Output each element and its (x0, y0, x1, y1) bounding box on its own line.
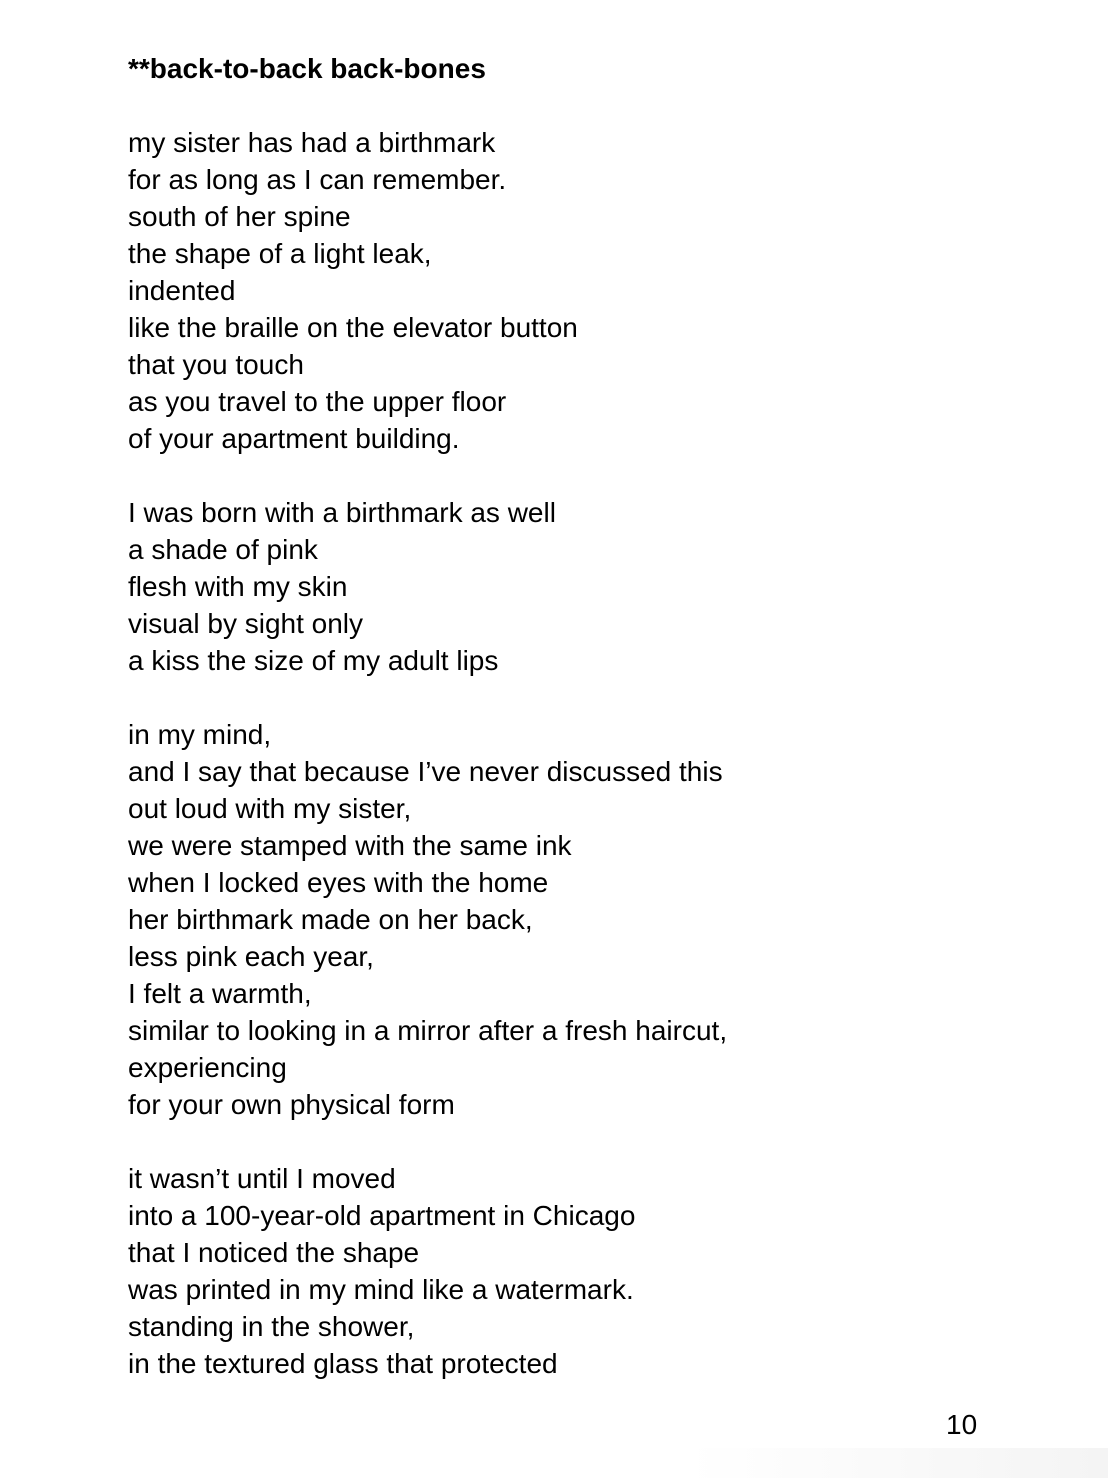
poem (128, 50, 1028, 1382)
poem-line: into a 100-year-old apartment in Chicago (128, 1200, 636, 1231)
poem-line: indented (128, 275, 236, 306)
page-edge-shadow (688, 1448, 1108, 1478)
poem-line: out loud with my sister, (128, 793, 412, 824)
poem-line: in my mind, (128, 719, 272, 750)
poem-line: my sister has had a birthmark (128, 127, 496, 158)
poem-line: the shape of a light leak, (128, 238, 432, 269)
poem-line: a shade of pink (128, 534, 318, 565)
poem-line: I felt a warmth, (128, 978, 312, 1009)
poem-line: it wasn’t until I moved (128, 1163, 396, 1194)
poem-line: experiencing (128, 1052, 287, 1083)
stanza-2 (128, 494, 1028, 679)
stanza-3 (128, 716, 1028, 1123)
poem-line: that I noticed the shape (128, 1237, 420, 1268)
stanza-gap (128, 457, 1028, 494)
page-number: 10 (946, 1409, 978, 1440)
poem-line: visual by sight only (128, 608, 364, 639)
poem-line: for your own physical form (128, 1089, 455, 1120)
poem-line: standing in the shower, (128, 1311, 415, 1342)
poem-line: for as long as I can remember. (128, 164, 507, 195)
stanza-gap (128, 1123, 1028, 1160)
poem-line: as you travel to the upper floor (128, 386, 507, 417)
poem-line: I was born with a birthmark as well (128, 497, 556, 528)
poem-line: in the textured glass that protected (128, 1348, 558, 1379)
poem-line: when I locked eyes with the home (128, 867, 549, 898)
poem-line: her birthmark made on her back, (128, 904, 533, 935)
stanza-gap (128, 679, 1028, 716)
poem-line: of your apartment building. (128, 423, 460, 454)
poem-line: less pink each year, (128, 941, 374, 972)
poem-line: we were stamped with the same ink (128, 830, 572, 861)
stanza-4 (128, 1160, 1028, 1382)
stanza-gap (128, 87, 1028, 124)
poem-line: flesh with my skin (128, 571, 348, 602)
poem-line: like the braille on the elevator button (128, 312, 578, 343)
poem-line: and I say that because I’ve never discussed this (128, 756, 723, 787)
stanza-1 (128, 124, 1028, 457)
poem-line: a kiss the size of my adult lips (128, 645, 499, 676)
poem-title: **back-to-back back-bones (128, 53, 486, 84)
poem-line: south of her spine (128, 201, 351, 232)
poem-line: similar to looking in a mirror after a fresh haircut, (128, 1015, 728, 1046)
poem-line: was printed in my mind like a watermark. (128, 1274, 634, 1305)
poem-line: that you touch (128, 349, 304, 380)
